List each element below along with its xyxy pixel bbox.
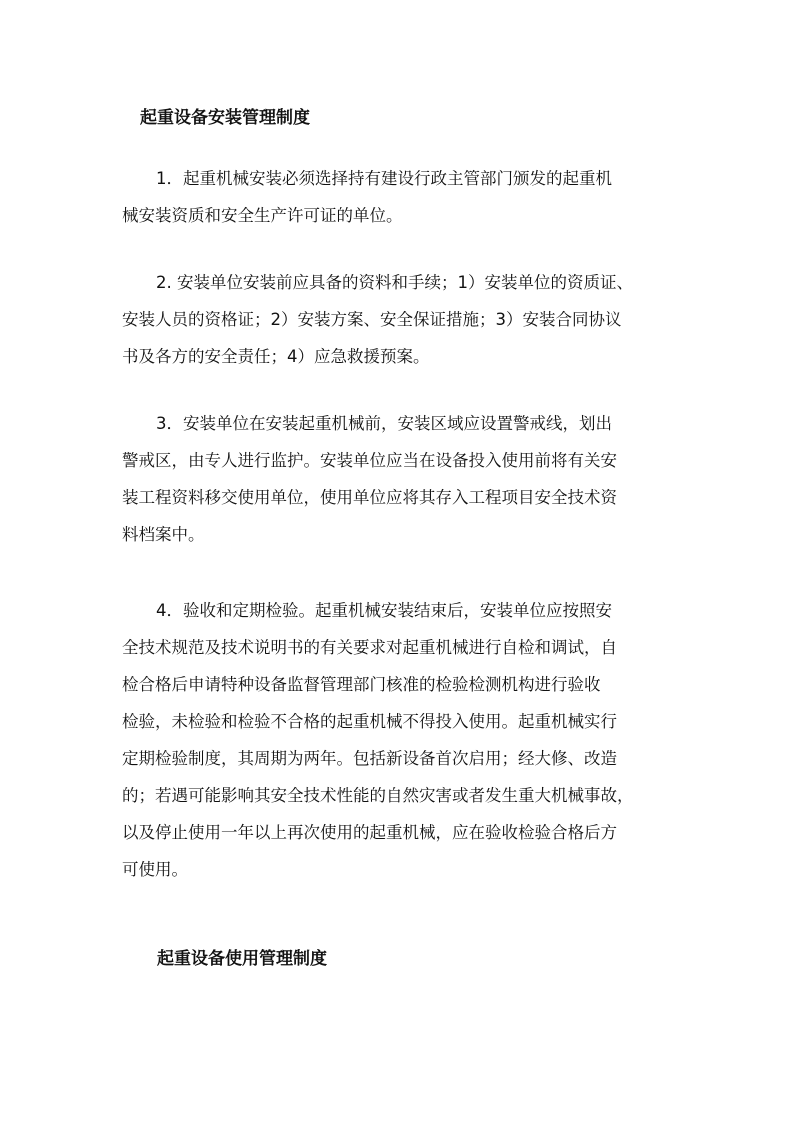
paragraph-line: 检验，未检验和检验不合格的起重机械不得投入使用。起重机械实行 (122, 712, 617, 731)
section-heading-use: 起重设备使用管理制度 (157, 949, 327, 969)
paragraph-line: 械安装资质和安全生产许可证的单位。 (122, 206, 403, 225)
paragraph-3 (122, 405, 682, 553)
section-heading-install: 起重设备安装管理制度 (140, 108, 310, 128)
paragraph-line: 装工程资料移交使用单位，使用单位应将其存入工程项目安全技术资 (122, 488, 617, 507)
paragraph-line: 检合格后申请特种设备监督管理部门核准的检验检测机构进行验收 (122, 675, 601, 694)
paragraph-line: 4．验收和定期检验。起重机械安装结束后，安装单位应按照安 (156, 601, 612, 620)
paragraph-line: 3．安装单位在安装起重机械前，安装区域应设置警戒线，划出 (156, 414, 612, 433)
paragraph-line: 以及停止使用一年以上再次使用的起重机械，应在验收检验合格后方 (122, 823, 617, 842)
paragraph-line: 安装人员的资格证；2）安装方案、安全保证措施；3）安装合同协议 (122, 310, 622, 329)
paragraph-line: 的；若遇可能影响其安全技术性能的自然灾害或者发生重大机械事故， (122, 786, 634, 805)
paragraph-line: 2. 安装单位安装前应具备的资料和手续；1）安装单位的资质证、 (156, 273, 633, 292)
paragraph-line: 料档案中。 (122, 525, 205, 544)
paragraph-line: 定期检验制度，其周期为两年。包括新设备首次启用；经大修、改造 (122, 749, 617, 768)
paragraph-line: 书及各方的安全责任；4）应急救援预案。 (122, 347, 430, 366)
paragraph-4 (122, 592, 682, 888)
paragraph-2 (122, 264, 682, 375)
paragraph-line: 1．起重机械安装必须选择持有建设行政主管部门颁发的起重机 (156, 169, 612, 188)
paragraph-line: 全技术规范及技术说明书的有关要求对起重机械进行自检和调试，自 (122, 638, 617, 657)
paragraph-line: 可使用。 (122, 860, 188, 879)
paragraph-line: 警戒区，由专人进行监护。安装单位应当在设备投入使用前将有关安 (122, 451, 617, 470)
paragraph-1 (122, 160, 682, 234)
